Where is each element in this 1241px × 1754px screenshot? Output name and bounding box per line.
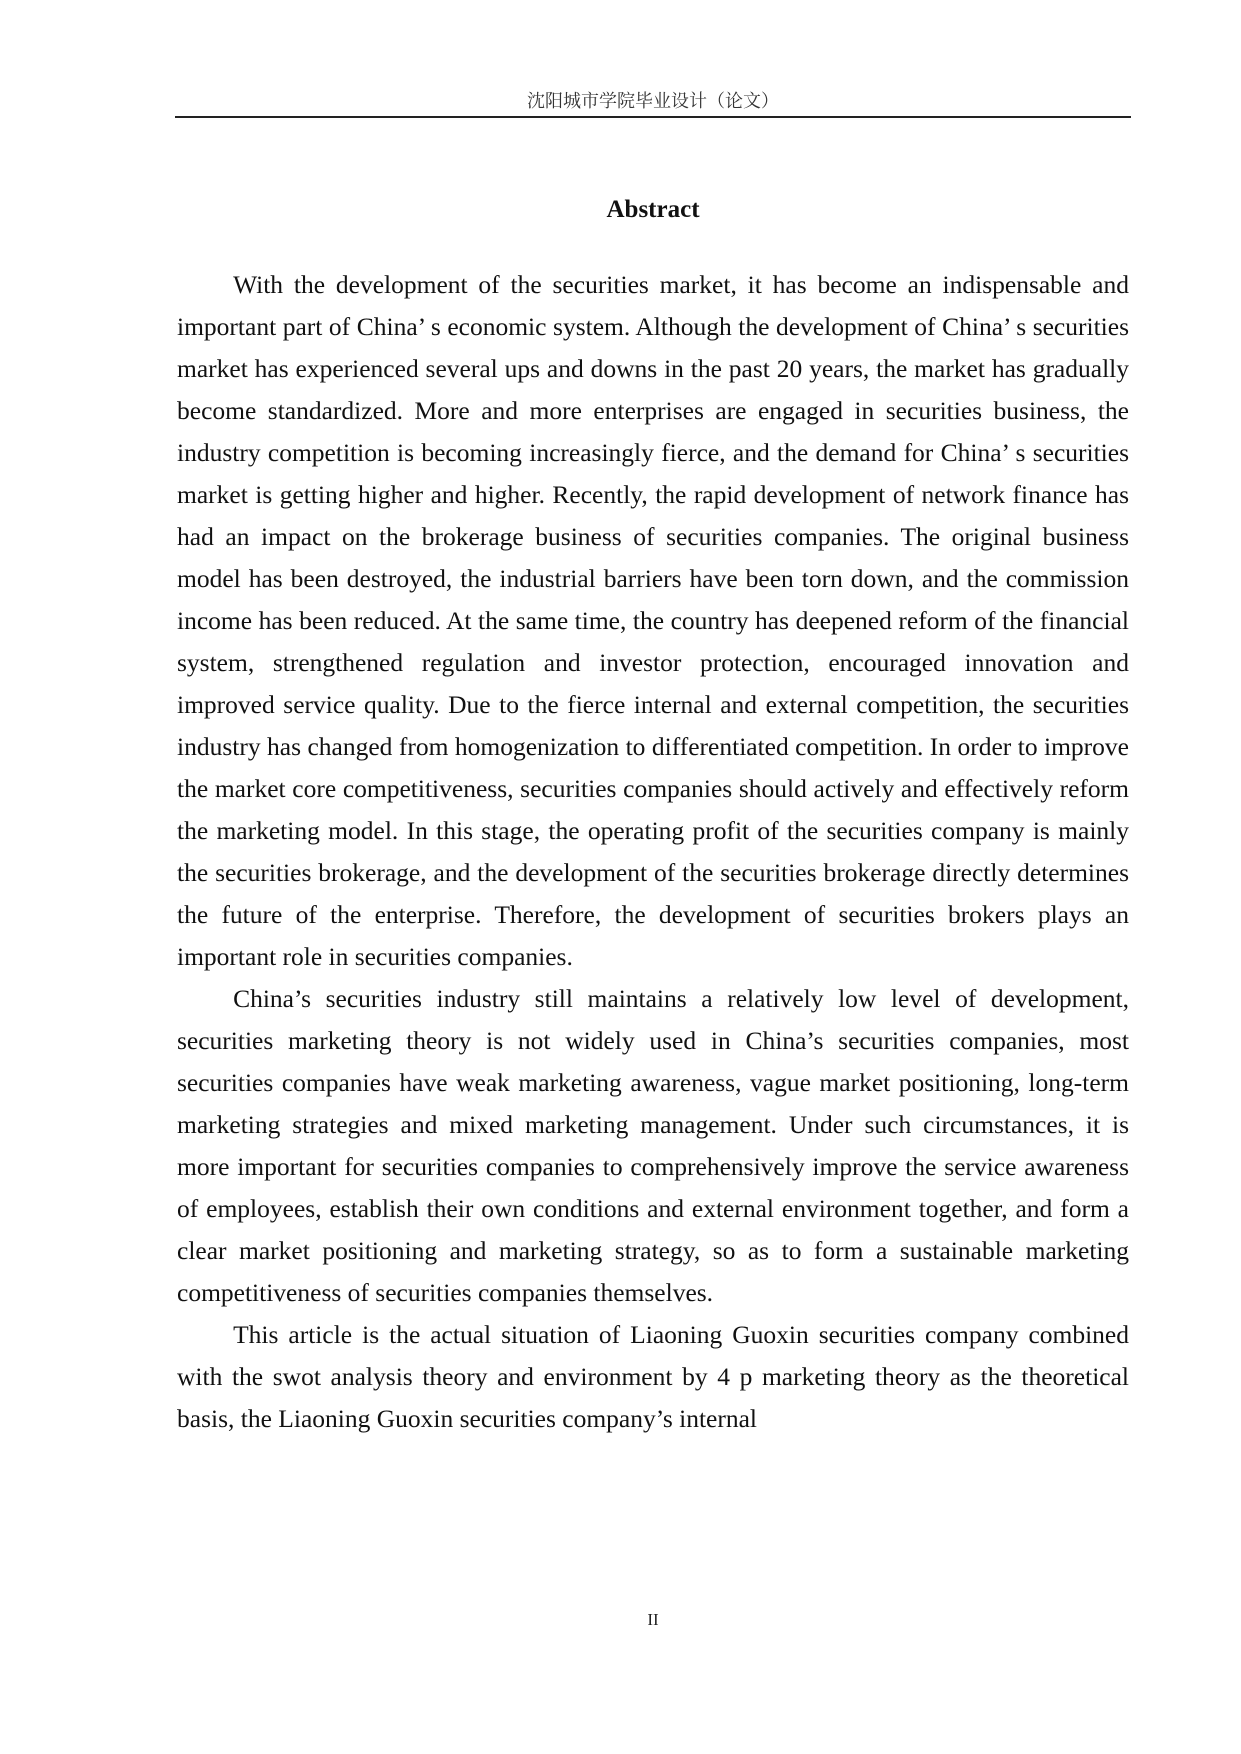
abstract-title: Abstract [606, 196, 700, 223]
abstract-paragraph-3: This article is the actual situation of Liaoning Guoxin securities company combined with the swot analysis theory and environment by 4 p marketing theory as the theoretical basis, the Liaoning Guoxin securities company’s internal [177, 1320, 1129, 1433]
page-number: II [647, 1610, 659, 1629]
abstract-body [177, 264, 1129, 1440]
abstract-paragraph-2: China’s securities industry still maintains a relatively low level of development, securities marketing theory is not widely used in China’s securities companies, most securities companies have weak marketing awareness, vague market positioning, long-term marketing strategies and mixed marketing management. Under such circumstances, it is more important for securities companies to comprehensively improve the service awareness of employees, establish their own conditions and external environment together, and form a clear market positioning and marketing strategy, so as to form a sustainable marketing competitiveness of securities companies themselves. [177, 984, 1129, 1307]
page-header [175, 86, 1131, 118]
abstract-paragraph-1: With the development of the securities market, it has become an indispensable and important part of China’ s economic system. Although the development of China’ s securities market has experienced several ups and downs in the past 20 years, the market has gradually become standardized. More and more enterprises are engaged in securities business, the industry competition is becoming increasingly fierce, and the demand for China’ s securities market is getting higher and higher. Recently, the rapid development of network finance has had an impact on the brokerage business of securities companies. The original business model has been destroyed, the industrial barriers have been torn down, and the commission income has been reduced. At the same time, the country has deepened reform of the financial system, strengthened regulation and investor protection, encouraged innovation and improved service quality. Due to the fierce internal and external competition, the securities industry has changed from homogenization to differentiated competition. In order to improve the market core competitiveness, securities companies should actively and effectively reform the marketing model. In this stage, the operating profit of the securities company is mainly the securities brokerage, and the development of the securities brokerage directly determines the future of the enterprise. Therefore, the development of securities brokers plays an important role in securities companies. [177, 270, 1129, 971]
header-text: 沈阳城市学院毕业设计（论文） [527, 91, 779, 111]
